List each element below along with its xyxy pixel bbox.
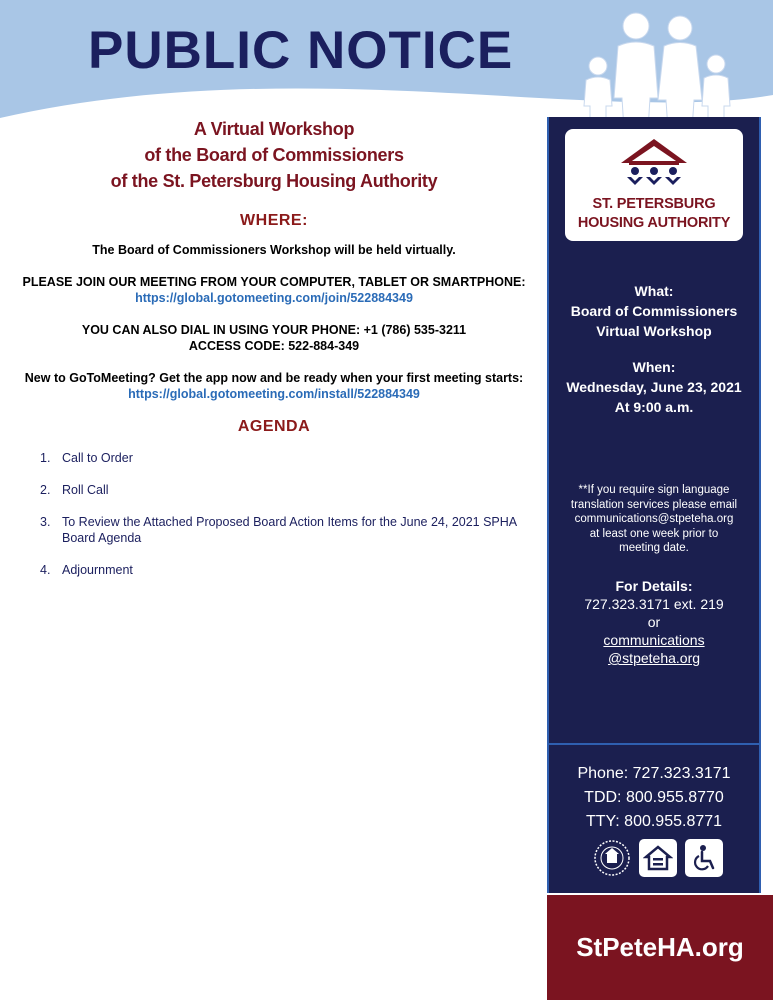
house-logo-icon — [615, 137, 693, 191]
accessibility-icon — [685, 839, 723, 877]
details-email-line-1[interactable]: communications — [603, 632, 705, 648]
website-url[interactable]: StPeteHA.org — [576, 932, 744, 962]
main-content — [0, 110, 548, 594]
sign-language-note — [549, 483, 759, 556]
join-text: PLEASE JOIN OUR MEETING FROM YOUR COMPUTER, TABLET OR SMARTPHONE: — [22, 275, 526, 289]
tty-number: TTY: 800.955.8771 — [585, 813, 723, 830]
dial-text: YOU CAN ALSO DIAL IN USING YOUR PHONE: +1 (786) 535-3211 — [81, 323, 467, 337]
note-line-4: at least one week prior to — [589, 527, 719, 540]
details-or: or — [647, 614, 661, 630]
what-label: What: — [634, 283, 674, 299]
note-line-2: translation services please email — [570, 498, 738, 511]
agenda-number: 2. — [40, 483, 51, 497]
agenda-text: Call to Order — [62, 451, 133, 465]
dial-block — [0, 322, 548, 354]
note-line-5: meeting date. — [619, 542, 689, 554]
what-line-1: Board of Commissioners — [570, 303, 738, 319]
logo-line-2: HOUSING AUTHORITY — [577, 215, 731, 231]
agenda-heading: AGENDA — [237, 418, 311, 435]
list-item — [40, 514, 548, 546]
what-block — [549, 281, 759, 341]
join-link[interactable]: https://global.gotomeeting.com/join/522884349 — [135, 291, 413, 305]
details-block — [549, 577, 759, 667]
equal-housing-icon — [639, 839, 677, 877]
list-item — [40, 562, 548, 578]
subtitle-line-1: A Virtual Workshop — [193, 119, 355, 139]
new-user-text: New to GoToMeeting? Get the app now and be ready when your first meeting starts: — [24, 371, 524, 385]
subtitle-line-3: of the St. Petersburg Housing Authority — [110, 171, 438, 191]
when-block — [549, 357, 759, 417]
website-banner[interactable] — [547, 895, 773, 1000]
info-sidebar — [547, 117, 761, 893]
subtitle-line-2: of the Board of Commissioners — [144, 145, 404, 165]
where-heading: WHERE: — [240, 212, 308, 229]
family-silhouette-icon — [578, 6, 738, 130]
workshop-subtitle — [0, 116, 548, 194]
spha-logo — [565, 129, 743, 241]
details-label: For Details: — [615, 578, 693, 594]
sidebar-divider — [549, 743, 759, 745]
agenda-text: Adjournment — [62, 563, 133, 577]
join-block — [0, 274, 548, 306]
agenda-number: 1. — [40, 451, 51, 465]
list-item — [40, 450, 548, 466]
agenda-number: 3. — [40, 515, 51, 529]
public-notice-title: PUBLIC NOTICE — [88, 21, 514, 80]
contact-numbers — [549, 762, 759, 834]
agenda-text: Roll Call — [62, 483, 109, 497]
when-time: At 9:00 a.m. — [614, 399, 694, 415]
details-phone: 727.323.3171 ext. 219 — [584, 596, 724, 612]
phone-number: Phone: 727.323.3171 — [577, 765, 731, 782]
list-item — [40, 482, 548, 498]
tdd-number: TDD: 800.955.8770 — [584, 789, 724, 806]
when-label: When: — [632, 359, 676, 375]
note-line-1: **If you require sign language — [578, 484, 730, 496]
agenda-list — [0, 450, 548, 578]
details-email-line-2[interactable]: @stpeteha.org — [607, 650, 701, 666]
virtual-statement: The Board of Commissioners Workshop will be held virtually. — [92, 243, 456, 257]
logo-wordmark — [565, 195, 743, 233]
what-line-2: Virtual Workshop — [596, 323, 712, 339]
access-code: ACCESS CODE: 522-884-349 — [188, 339, 360, 353]
logo-line-1: ST. PETERSBURG — [592, 196, 716, 212]
compliance-badges — [593, 839, 723, 877]
install-link[interactable]: https://global.gotomeeting.com/install/522884349 — [128, 387, 420, 401]
install-block — [0, 370, 548, 402]
agenda-text: To Review the Attached Proposed Board Action Items for the June 24, 2021 SPHA Board Agenda — [62, 515, 517, 545]
note-line-3: communications@stpeteha.org — [574, 513, 734, 525]
agenda-number: 4. — [40, 563, 51, 577]
hud-seal-icon — [593, 839, 631, 877]
when-date: Wednesday, June 23, 2021 — [566, 379, 742, 395]
